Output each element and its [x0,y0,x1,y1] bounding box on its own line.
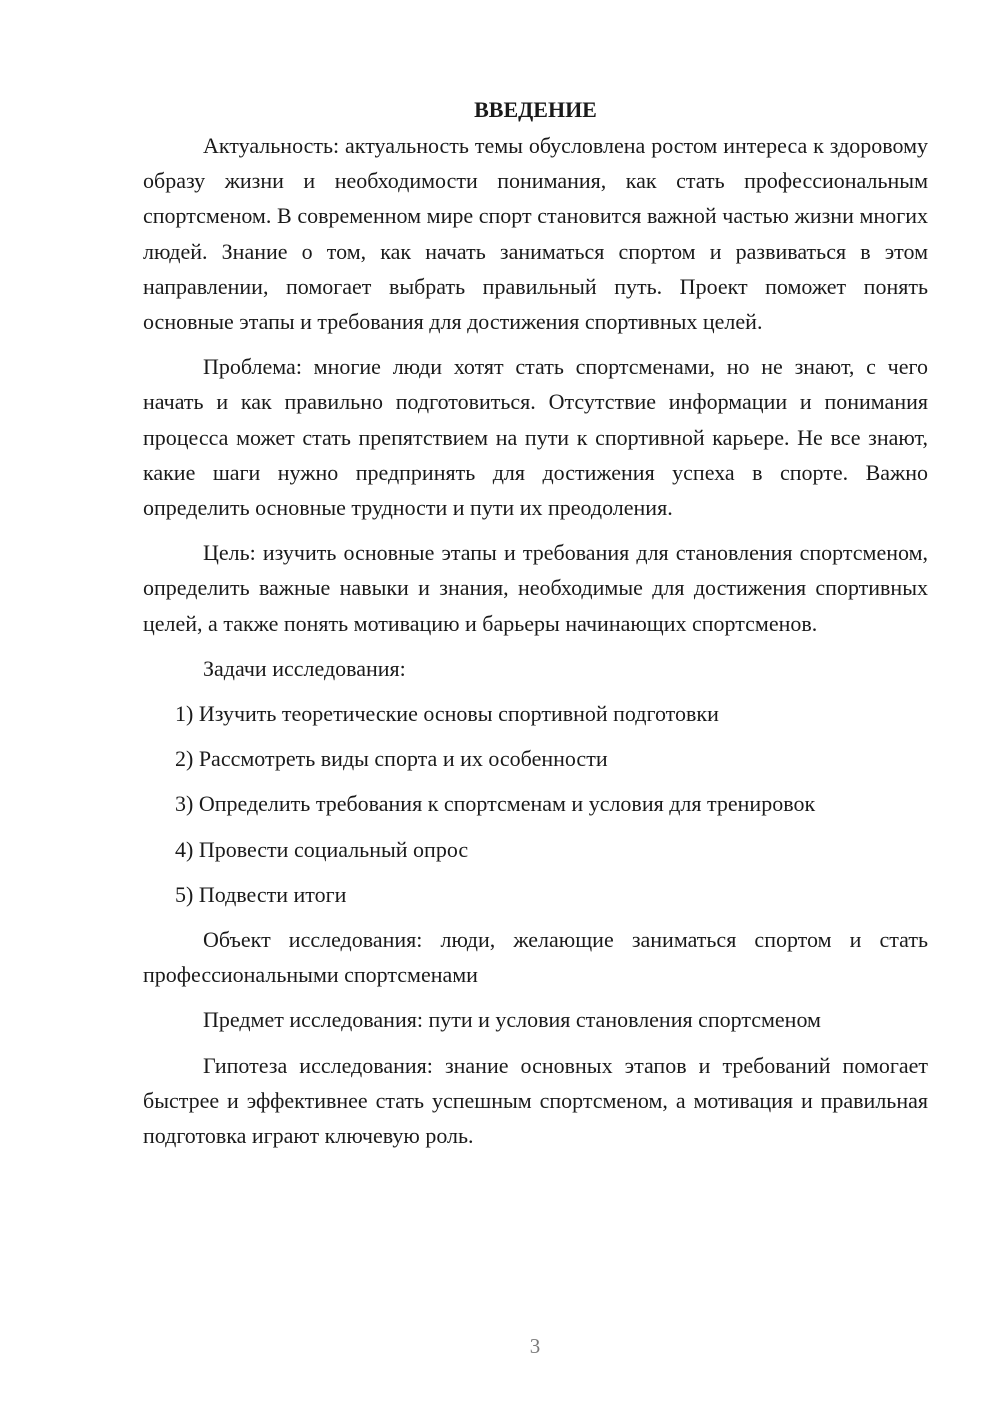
section-heading: ВВЕДЕНИЕ [474,97,597,122]
problem-paragraph: Проблема: многие люди хотят стать спортсменами, но не знают, с чего начать и как правильно подготовиться. Отсутствие информации и понимания процесса может стать препятствием на пути к спортивной карьере. Не все знают, какие шаги нужно предпринять для достижения успеха в спорте. Важно определить основные трудности и пути их преодоления. [143,354,928,521]
list-item: 2) Рассмотреть виды спорта и их особенности [175,746,608,772]
subject-paragraph: Предмет исследования: пути и условия становления спортсменом [203,1007,821,1033]
object-paragraph: Объект исследования: люди, желающие заниматься спортом и стать профессиональными спортсменами [143,927,928,988]
page-number: 3 [529,1334,541,1358]
goal-paragraph: Цель: изучить основные этапы и требования для становления спортсменом, определить важные навыки и знания, необходимые для достижения спортивных целей, а также понять мотивацию и барьеры начинающих спортсменов. [143,540,928,636]
tasks-list [143,696,928,912]
document-page [143,92,928,1163]
hypothesis-paragraph: Гипотеза исследования: знание основных этапов и требований помогает быстрее и эффективнее стать успешным спортсменом, а мотивация и правильная подготовка играют ключевую роль. [143,1052,928,1149]
list-item: 4) Провести социальный опрос [175,836,469,862]
relevance-paragraph: Актуальность: актуальность темы обусловлена ростом интереса к здоровому образу жизни и необходимости понимания, как стать профессиональным спортсменом. В современном мире спорт становится важной частью жизни многих людей. Знание о том, как начать заниматься спортом и развиваться в этом направлении, помогает выбрать правильный путь. Проект поможет понять основные этапы и требования для достижения спортивных целей. [143,133,928,335]
list-item: 5) Подвести итоги [175,881,347,907]
tasks-title: Задачи исследования: [203,655,406,681]
list-item: 1) Изучить теоретические основы спортивной подготовки [175,701,719,727]
list-item: 3) Определить требования к спортсменам и условия для тренировок [175,791,816,817]
